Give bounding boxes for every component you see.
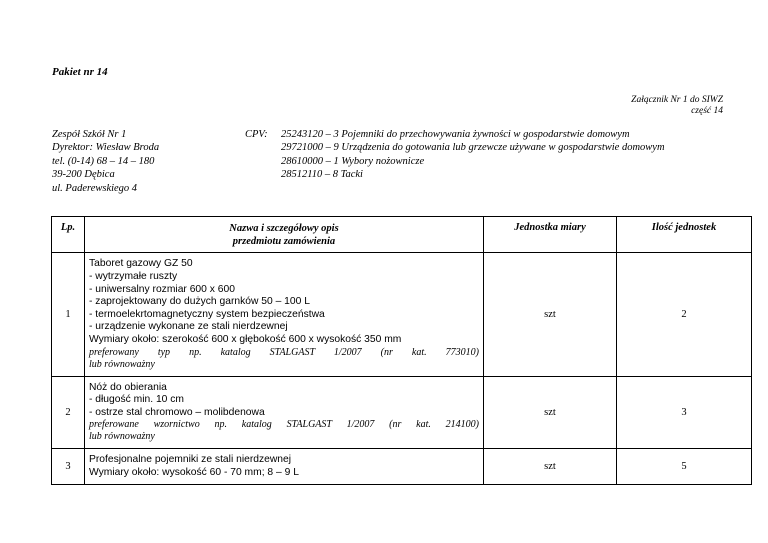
row-unit: szt (484, 253, 617, 377)
address-line: tel. (0-14) 68 – 14 – 180 (52, 155, 155, 167)
row-quantity: 2 (617, 253, 752, 377)
cpv-label: CPV: (245, 129, 268, 140)
address-line: Dyrektor: Wiesław Broda (52, 142, 160, 154)
description-line: - wytrzymałe ruszty (89, 271, 178, 283)
header-quantity: Ilość jednostek (617, 217, 752, 253)
address-line: ul. Paderewskiego 4 (52, 182, 138, 194)
table-row (52, 449, 752, 485)
description-line: - termoelekrtomagnetyczny system bezpieczeństwa (89, 308, 325, 320)
description-line: Wymiary około: wysokość 60 - 70 mm; 8 – 9 L (89, 466, 299, 478)
row-description (85, 449, 484, 485)
header-name-line: przedmiotu zamówienia (232, 236, 336, 247)
description-line: Nóż do obierania (89, 381, 167, 393)
attachment-note (631, 95, 723, 117)
row-lp: 3 (52, 449, 85, 485)
row-unit: szt (484, 449, 617, 485)
address-line: 39-200 Dębica (52, 169, 115, 181)
row-description (85, 377, 484, 449)
equivalent-note: lub równoważny (89, 431, 155, 443)
description-line: Taboret gazowy GZ 50 (89, 258, 193, 270)
header-name (85, 217, 484, 253)
description-line: Profesjonalne pojemniki ze stali nierdzewnej (89, 453, 292, 465)
cpv-codes (281, 128, 665, 182)
row-quantity: 3 (617, 377, 752, 449)
row-unit: szt (484, 377, 617, 449)
cpv-block (245, 128, 715, 188)
attachment-part: część 14 (691, 106, 723, 116)
row-lp: 1 (52, 253, 85, 377)
cpv-code: 28610000 – 1 Wybory nożownicze (281, 155, 425, 167)
cpv-code: 25243120 – 3 Pojemniki do przechowywania żywności w gospodarstwie domowym (281, 129, 630, 140)
description-line: - urządzenie wykonane ze stali nierdzewnej (89, 321, 288, 333)
cpv-code: 28512110 – 8 Tacki (281, 169, 363, 181)
description-line: Wymiary około: szerokość 600 x głębokość 600 x wysokość 350 mm (89, 333, 402, 345)
catalog-reference: preferowany typ np. katalog STALGAST 1/2007 (nr kat. 773010) (89, 346, 479, 358)
description-line: - uniwersalny rozmiar 600 x 600 (89, 283, 235, 295)
attachment-label: Załącznik Nr 1 do SIWZ (631, 95, 723, 105)
table-row (52, 377, 752, 449)
description-line: - ostrze stal chromowo – molibdenowa (89, 406, 265, 418)
table-row (52, 253, 752, 377)
table-header-row (52, 217, 752, 253)
row-quantity: 5 (617, 449, 752, 485)
description-line: - zaprojektowany do dużych garnków 50 – 100 L (89, 296, 310, 308)
package-title: Pakiet nr 14 (52, 66, 108, 78)
school-address (52, 128, 159, 195)
items-table (51, 216, 752, 485)
address-line: Zespół Szkół Nr 1 (52, 129, 127, 140)
description-line: - długość min. 10 cm (89, 394, 184, 406)
header-name-line: Nazwa i szczegółowy opis (229, 223, 339, 234)
row-lp: 2 (52, 377, 85, 449)
catalog-reference: preferowane wzornictwo np. katalog STALGAST 1/2007 (nr kat. 214100) (89, 419, 479, 431)
row-description (85, 253, 484, 377)
cpv-code: 29721000 – 9 Urządzenia do gotowania lub grzewcze używane w gospodarstwie domowym (281, 142, 665, 154)
header-unit: Jednostka miary (484, 217, 617, 253)
equivalent-note: lub równoważny (89, 358, 155, 370)
header-lp: Lp. (52, 217, 85, 253)
